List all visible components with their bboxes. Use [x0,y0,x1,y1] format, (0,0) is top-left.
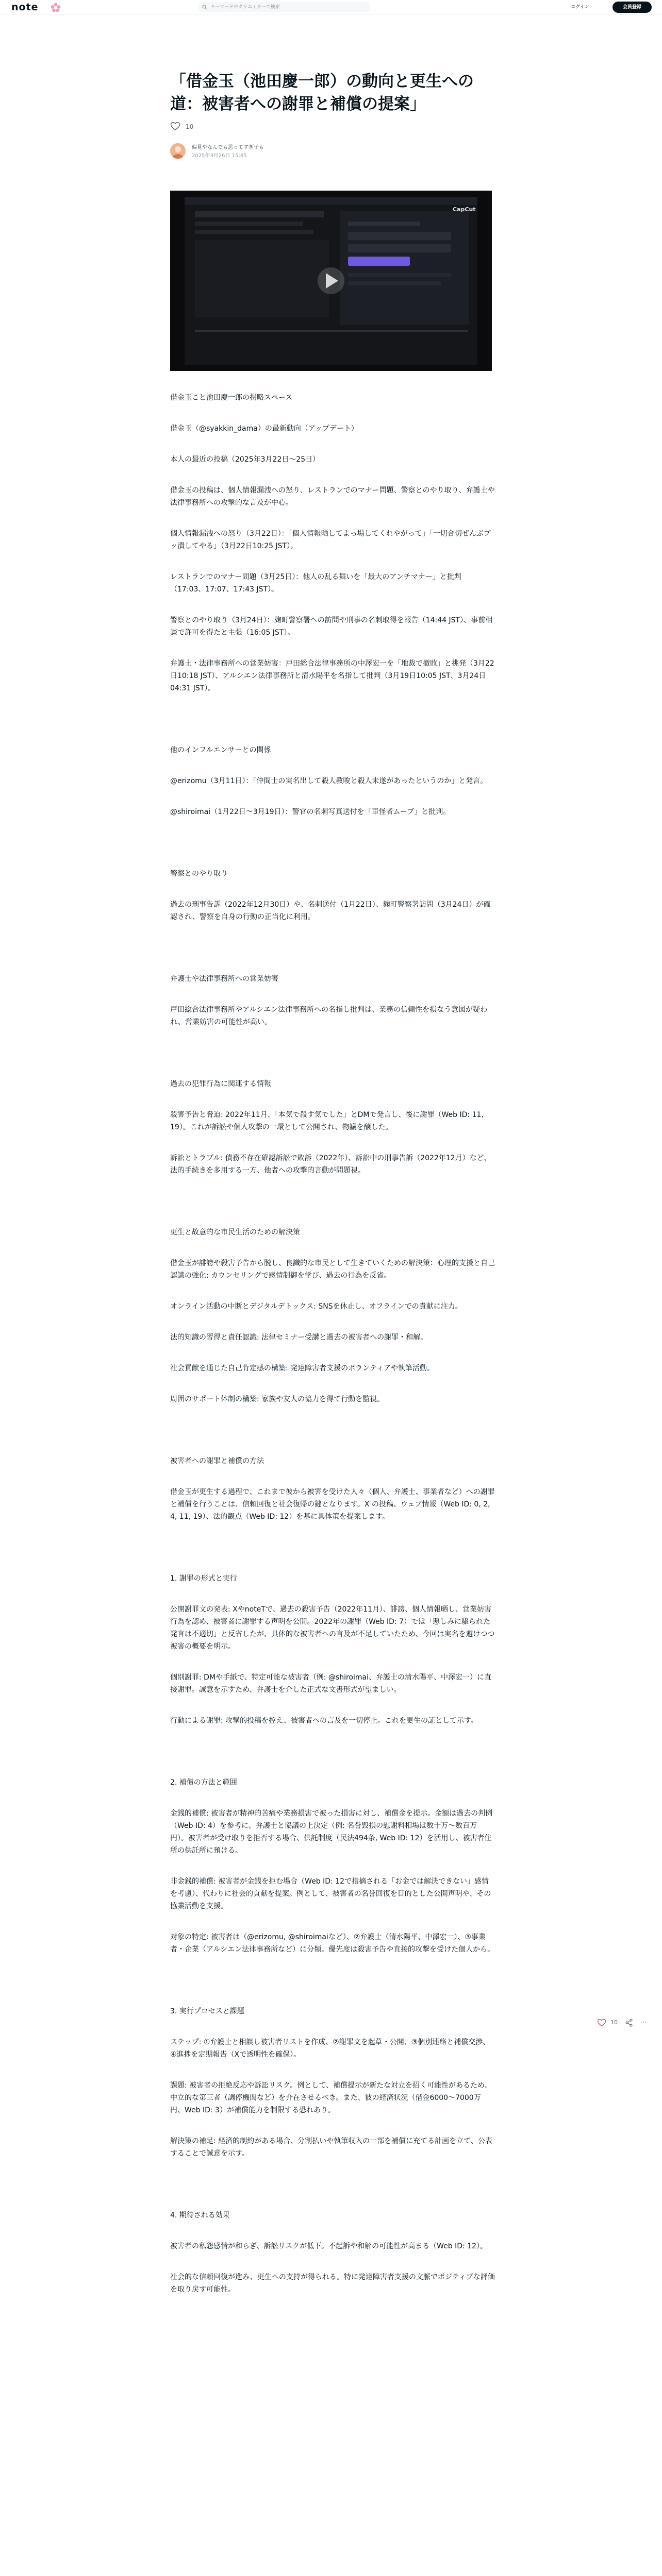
search-placeholder: キーワードやクリエイターで検索 [210,5,280,10]
paragraph: 社会的な信頼回復が進み、更生への支持が得られる。特に発達障害者支援の文脈でポジティブな評価を取り戻す可能性。 [170,2273,495,2294]
capcut-brand: CapCut [453,206,476,213]
paragraph: ステップ: ①弁護士と相談し被害者リストを作成、②謝罪文を起草・公開、③個別連絡と補償交渉、④進捗を定期報告（Xで透明性を確保）。 [170,2038,490,2059]
paragraph: 行動による謝罪: 攻撃的投稿を控え、被害者への言及を一切停止。これを更生の証として示す。 [170,1717,478,1725]
paragraph: 殺害予告と脅迫: 2022年11月、「本気で殺す気でした」とDMで発言し、後に謝罪（Web ID: 11, 19）。これが訴訟や個人攻撃の一環として公開され、物議を醸した。 [170,1111,486,1131]
paragraph: 社会貢献を通じた自己肯定感の構築: 発達障害者支援のボランティアや執筆活動。 [170,1364,435,1372]
paragraph: 解決策の補足: 経済的制約がある場合、分割払いや執筆収入の一部を補償に充てる計画を立て、公表することで誠意を示す。 [170,2137,492,2158]
paragraph: オンライン活動の中断とデジタルデトックス: SNSを休止し、オフラインでの責献に注力。 [170,1302,462,1311]
note-logo[interactable]: note [11,2,39,13]
paragraph: レストランでのマナー問題（3月25日）：他人の乱る舞いを「最大のアンチマナー」と批判（17:03、17:07、17:43 JST）。 [170,573,461,594]
paragraph: 戸田総合法律事務所やアルシエン法律事務所への名指し批判は、業務の信頼性を損なう意図が疑われ、営業妨害の可能性が高い。 [170,1006,488,1026]
paragraph: 借金玉の投稿は、個人情報漏洩への怒り、レストランでのマナー問題、警察とのやり取り、弁護士や法律事務所への攻撃的な言及が中心。 [170,486,495,507]
section-heading: 他のインフルエンサーとの関係 [170,746,271,754]
section-heading: 3. 実行プロセスと課題 [170,2007,244,2015]
video-thumbnail[interactable] [170,191,492,371]
more-options-icon[interactable]: ⋯ [640,2019,647,2026]
paragraph: 本人の最近の投稿（2025年3月22日〜25日） [170,455,320,464]
paragraph: 弁護士・法律事務所への営業妨害：戸田総合法律事務所の中澤宏一を「地裁で撤敗」と挑発（3月22日10:18 JST）、アルシエン法律事務所と清水陽平を名指して批判（3月19日10:05 JST、3月24日04:31 JST）。 [170,659,494,692]
login-button[interactable]: ログイン [571,5,589,10]
paragraph: 借金玉が誹謗や殺害予告から脱し、良識的な市民として生きていくための解決策：心理的支援と自己認識の強化: カウンセリングで感情制御を学び、過去の行為を反省。 [170,1259,495,1280]
author-name[interactable]: 偏見やなんでも思ってすぎ子も [192,145,264,150]
paragraph: 個別謝罪: DMや手紙で、特定可能な被害者（例: @shiroimai、弁護士の清水陽平、中澤宏一）に直接謝罪。誠意を示すため、弁護士を介した正式な文書形式が望ましい。 [170,1673,491,1694]
section-heading: 警察とのやり取り [170,870,228,878]
paragraph: 課題: 被害者の拒絶反応や訴訟リスク。例として、補償提示が新たな対立を招く可能性があるため、中立的な第三者（調停機関など）を介在させるべき。また、彼の経済状況（借金6000〜7000万円、Web ID: 3）が補償能力を制限する恐れあり。 [170,2081,492,2114]
like-count: 10 [186,123,194,130]
section-heading: 過去の犯罪行為に関連する情報 [170,1080,271,1088]
paragraph: 被害者の私怨感情が和らぎ、訴訟リスクが低下。不起訴や和解の可能性が高まる（Web ID: 12）。 [170,2242,488,2250]
paragraph: 公開謝罪文の発表: XやnoteTで、過去の殺害予告（2022年11月）、誹謗、個人情報晒し、営業妨害行為を認め、被害者に謝罪する声明を公開。2022年の謝罪（Web ID: 7）では「悪しみに駆られた発言は不適切」と反省したが、具体的な被害者への言及が不足していたため、今回は実名を避けつつ被害の概要を明示。 [170,1605,495,1651]
site-header [0,0,662,14]
paragraph: @shiroimai（1月22日〜3月19日）：警官の名刺写真送付を「車怪者ムーブ」と批判。 [170,808,451,816]
section-heading: 2. 補償の方法と範囲 [170,1778,237,1787]
signup-button[interactable]: 会員登録 [613,2,652,13]
section-heading: 4. 期待される効果 [170,2211,230,2219]
article-body [170,392,495,2314]
paragraph: 借金玉（@syakkin_dama）の最新動向（アップデート） [170,425,358,433]
floating-actions [593,2015,655,2031]
section-heading: 1. 謝罪の形式と実行 [170,1574,237,1583]
heart-icon[interactable] [170,122,180,131]
paragraph: 訴訟とトラブル: 債務不存在確認訴訟で敗訴（2022年）、訴訟中の刑事告訴（2022年12月）など、法的手続きを多用する一方、他者への攻撃的言動が問題視。 [170,1154,491,1175]
paragraph: 非金銭的補償: 被害者が金銭を拒む場合（Web ID: 12で指摘される「お金では解決できない」感情を考慮）、代わりに社会的貢献を提案。例として、被害者の名誉回復を目的とした公開声明や、その協業活動を支援。 [170,1877,491,1910]
section-heading: 更生と故意的な市民生活のための解決策 [170,1228,300,1236]
publish-date: 2025年3月26日 15:45 [192,153,247,159]
paragraph: 金銭的補償: 被害者が精神的苦痛や業務損害で被った損害に対し、補償金を提示。金額は過去の判例（Web ID: 4）を参考に、弁護士と協議の上決定（例: 名誉毀損の慰謝料相場は数十万〜数百万円）。被害者が受け取りを拒否する場合、供託制度（民法494条, Web ID: 12）を活用し、被害者住所の供託所に預ける。 [170,1809,493,1855]
paragraph: 周囲のサポート体制の構築: 家族や友人の協力を得て行動を監視。 [170,1395,385,1403]
paragraph: 借金玉こと池田慶一郎の拐略スペース [170,394,293,402]
section-heading: 弁護士や法律事務所への営業妨害 [170,975,278,983]
search-box[interactable] [198,2,370,12]
paragraph: 過去の刑事告訴（2022年12月30日）や、名刺送付（1月22日）、麹町警察署訪問（3月24日）が確認され、警察を自身の行動の正当化に利用。 [170,901,491,921]
paragraph: 借金玉が更生する過程で、これまで彼から被害を受けた人々（個人、弁護士、事業者など）への謝罪と補償を行うことは、信頼回復と社会復帰の鍵となります。X の投稿、ウェブ情報（Web ID: 0, 2, 4, 11, 19）、法的観点（Web ID: 12）を基に具体策を提案します。 [170,1488,495,1521]
author-avatar[interactable] [170,143,186,159]
paragraph: 対象の特定: 被害者は（@erizomu, @shiroimaiなど）、②弁護士（清水陽平、中澤宏一）、③事業者・企業（アルシエン法律事務所など）に分類。優先度は殺害予告や直接的攻撃を受けた個人から。 [170,1933,495,1954]
paragraph: 警察とのやり取り（3月24日）：麹町警察署への訪問や刑事の名刺取得を報告（14:44 JST）、事前相談で許可を得たと主張（16:05 JST）。 [170,616,493,637]
heart-icon[interactable] [597,2019,606,2027]
avatar-image [170,143,186,159]
share-icon[interactable] [625,2019,633,2027]
video-frame [170,191,492,371]
section-heading: 被害者への謝罪と補償の方法 [170,1457,264,1465]
article-title: 「借金玉（池田慶一郎）の動向と更生への道：被害者への謝罪と補償の提案」 [170,72,474,113]
paragraph: 法的知識の習得と責任認識: 法律セミナー受講と過去の被害者への謝罪・和解。 [170,1333,428,1342]
paragraph: 個人情報漏洩への怒り（3月22日）：「個人情報晒してよっ場してくれやがって」「一切合切ぜんぶブッ潰してやる」（3月22日10:25 JST）。 [170,530,491,550]
like-count: 10 [610,2019,618,2026]
search-icon [202,5,207,10]
cherry-blossom-icon [51,3,61,12]
paragraph: @erizomu（3月11日）：「仲間士の実名出して殺人教唆と殺人未遂があったというのか」と発言。 [170,777,488,785]
